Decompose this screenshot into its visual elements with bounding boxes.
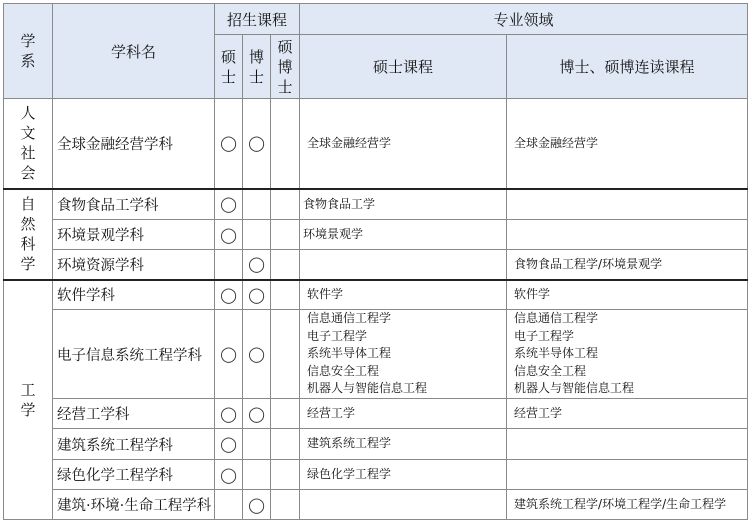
doctor-mark: ◯: [243, 280, 271, 310]
subject-name: 环境资源学科: [53, 250, 215, 280]
doctor-course-list: [507, 310, 748, 399]
doctor-course: [507, 220, 748, 250]
doctor-mark: ◯: [243, 399, 271, 429]
table-row: [4, 280, 748, 310]
course-item: 信息通信工程学: [307, 311, 392, 326]
master-mark: ◯: [215, 220, 243, 250]
doctor-course: 全球金融经营学: [507, 99, 748, 189]
combined-mark: [271, 399, 300, 429]
doctor-course: [507, 460, 748, 490]
combined-mark: [271, 220, 300, 250]
table-row: [4, 399, 748, 429]
master-course: 全球金融经营学: [300, 99, 507, 189]
subject-name: 电子信息系统工程学科: [53, 310, 215, 399]
header-master: 硕 士: [215, 35, 243, 99]
doctor-course: [507, 189, 748, 220]
doctor-mark: ◯: [243, 250, 271, 280]
master-course: 食物食品工学: [300, 189, 507, 220]
master-mark: ◯: [215, 280, 243, 310]
combined-mark: [271, 189, 300, 220]
doctor-mark: [243, 460, 271, 490]
master-mark: [215, 490, 243, 520]
master-mark: ◯: [215, 99, 243, 189]
dept-natural-science: 自 然 科 学: [4, 189, 53, 280]
doctor-course: 食物食品工程学/环境景观学: [507, 250, 748, 280]
table-row: [4, 490, 748, 520]
curriculum-table: [3, 3, 748, 520]
table-row: [4, 310, 748, 399]
table-row: [4, 460, 748, 490]
combined-mark: [271, 280, 300, 310]
combined-mark: [271, 490, 300, 520]
course-item: 电子工程学: [514, 328, 575, 343]
course-item: 信息安全工程: [307, 363, 380, 378]
header-doctor: 博 士: [243, 35, 271, 99]
master-course: 建筑系统工程学: [300, 429, 507, 460]
master-mark: ◯: [215, 310, 243, 399]
subject-name: 环境景观学科: [53, 220, 215, 250]
master-course: 环境景观学: [300, 220, 507, 250]
master-course-list: [300, 310, 507, 399]
table-row: [4, 99, 748, 189]
doctor-mark: ◯: [243, 99, 271, 189]
header-field: 专业领域: [300, 4, 748, 35]
table-row: [4, 250, 748, 280]
master-mark: ◯: [215, 460, 243, 490]
combined-mark: [271, 310, 300, 399]
master-mark: ◯: [215, 399, 243, 429]
table-row: [4, 220, 748, 250]
combined-mark: [271, 250, 300, 280]
combined-mark: [271, 429, 300, 460]
master-mark: ◯: [215, 429, 243, 460]
header-dept: 学 系: [4, 4, 53, 99]
course-item: 电子工程学: [307, 328, 368, 343]
dept-humanities: 人 文 社 会: [4, 99, 53, 189]
header-admission: 招生课程: [215, 4, 300, 35]
subject-name: 经营工学科: [53, 399, 215, 429]
doctor-course: 经营工学: [507, 399, 748, 429]
course-item: 系统半导体工程: [307, 346, 392, 361]
subject-name: 建筑·环境·生命工程学科: [53, 490, 215, 520]
header-master-course: 硕士课程: [300, 35, 507, 99]
course-item: 机器人与智能信息工程: [514, 381, 635, 396]
doctor-course: [507, 429, 748, 460]
course-item: 机器人与智能信息工程: [307, 381, 428, 396]
subject-name: 食物食品工学科: [53, 189, 215, 220]
master-course: 绿色化学工程学: [300, 460, 507, 490]
doctor-mark: [243, 189, 271, 220]
doctor-course: 建筑系统工程学/环境工程学/生命工程学: [507, 490, 748, 520]
doctor-course: 软件学: [507, 280, 748, 310]
master-mark: ◯: [215, 189, 243, 220]
master-course: [300, 250, 507, 280]
doctor-mark: ◯: [243, 490, 271, 520]
master-mark: [215, 250, 243, 280]
subject-name: 全球金融经营学科: [53, 99, 215, 189]
header-subject: 学科名: [53, 4, 215, 99]
subject-name: 建筑系统工程学科: [53, 429, 215, 460]
dept-engineering: 工 学: [4, 280, 53, 520]
doctor-mark: [243, 220, 271, 250]
table-row: [4, 429, 748, 460]
header-doctor-course: 博士、硕博连读课程: [507, 35, 748, 99]
table-row: [4, 189, 748, 220]
header-combined: 硕 博 士: [271, 35, 300, 99]
doctor-mark: [243, 429, 271, 460]
subject-name: 绿色化学工程学科: [53, 460, 215, 490]
combined-mark: [271, 99, 300, 189]
combined-mark: [271, 460, 300, 490]
subject-name: 软件学科: [53, 280, 215, 310]
course-item: 信息通信工程学: [514, 311, 599, 326]
master-course: 软件学: [300, 280, 507, 310]
master-course: [300, 490, 507, 520]
course-item: 信息安全工程: [514, 363, 587, 378]
master-course: 经营工学: [300, 399, 507, 429]
course-item: 系统半导体工程: [514, 346, 599, 361]
doctor-mark: ◯: [243, 310, 271, 399]
